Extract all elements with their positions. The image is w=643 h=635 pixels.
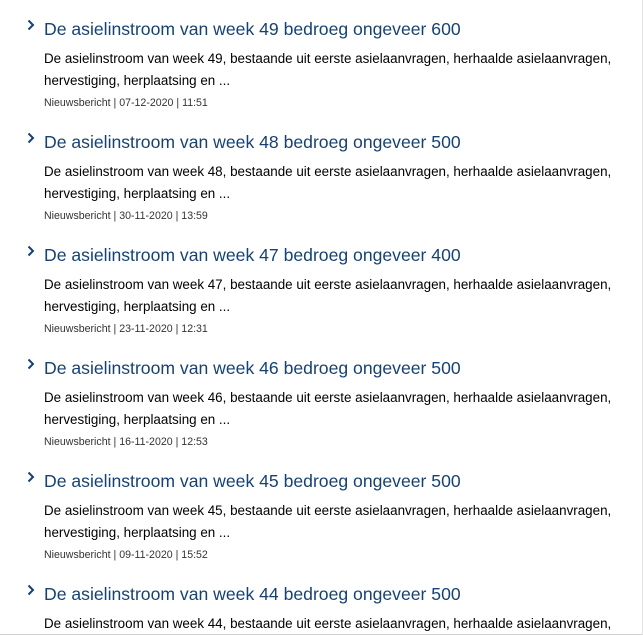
result-item xyxy=(0,118,640,231)
meta-separator: | xyxy=(175,323,179,335)
result-time: 12:53 xyxy=(181,436,208,448)
result-item xyxy=(0,231,640,344)
meta-separator: | xyxy=(113,549,117,561)
result-date: 23-11-2020 xyxy=(119,323,173,335)
result-type: Nieuwsbericht xyxy=(44,323,111,335)
chevron-right-icon xyxy=(26,132,36,144)
result-meta xyxy=(44,322,208,336)
result-item xyxy=(0,570,640,635)
meta-separator: | xyxy=(113,436,117,448)
result-summary: De asielinstroom van week 49, bestaande uit eerste asielaanvragen, herhaalde asielaanvragen, hervestiging, herplaatsing en ... xyxy=(44,51,612,88)
chevron-right-icon xyxy=(26,358,36,370)
result-date: 09-11-2020 xyxy=(119,549,173,561)
result-meta xyxy=(44,96,208,110)
result-title-link[interactable]: De asielinstroom van week 48 bedroeg ongeveer 500 xyxy=(44,132,461,152)
result-item xyxy=(0,457,640,570)
result-time: 11:51 xyxy=(182,97,208,109)
result-item xyxy=(0,344,640,457)
result-type: Nieuwsbericht xyxy=(44,436,111,448)
chevron-right-icon xyxy=(26,19,36,31)
result-title-link[interactable]: De asielinstroom van week 45 bedroeg ongeveer 500 xyxy=(44,471,461,491)
result-title-link[interactable]: De asielinstroom van week 46 bedroeg ongeveer 500 xyxy=(44,358,461,378)
result-summary: De asielinstroom van week 44, bestaande uit eerste asielaanvragen, herhaalde asielaanvragen, xyxy=(44,616,612,631)
meta-separator: | xyxy=(175,549,179,561)
result-type: Nieuwsbericht xyxy=(44,97,111,109)
result-type: Nieuwsbericht xyxy=(44,210,111,222)
result-meta xyxy=(44,209,208,223)
meta-separator: | xyxy=(113,97,117,109)
result-time: 13:59 xyxy=(181,210,208,222)
result-meta xyxy=(44,435,208,449)
meta-separator: | xyxy=(113,323,117,335)
chevron-right-icon xyxy=(26,245,36,257)
chevron-right-icon xyxy=(26,584,36,596)
result-summary: De asielinstroom van week 47, bestaande uit eerste asielaanvragen, herhaalde asielaanvragen, hervestiging, herplaatsing en ... xyxy=(44,277,612,314)
result-date: 07-12-2020 xyxy=(119,97,174,109)
meta-separator: | xyxy=(175,436,179,448)
meta-separator: | xyxy=(113,210,117,222)
result-summary: De asielinstroom van week 46, bestaande uit eerste asielaanvragen, herhaalde asielaanvragen, hervestiging, herplaatsing en ... xyxy=(44,390,612,427)
result-title-link[interactable]: De asielinstroom van week 44 bedroeg ongeveer 500 xyxy=(44,584,461,604)
result-title-link[interactable]: De asielinstroom van week 47 bedroeg ongeveer 400 xyxy=(44,245,461,265)
result-item xyxy=(0,5,640,118)
chevron-right-icon xyxy=(26,471,36,483)
meta-separator: | xyxy=(175,210,179,222)
result-time: 12:31 xyxy=(181,323,208,335)
result-meta xyxy=(44,548,208,562)
result-summary: De asielinstroom van week 48, bestaande uit eerste asielaanvragen, herhaalde asielaanvragen, hervestiging, herplaatsing en ... xyxy=(44,164,612,201)
result-date: 30-11-2020 xyxy=(119,210,173,222)
result-title-link[interactable]: De asielinstroom van week 49 bedroeg ongeveer 600 xyxy=(44,19,461,39)
meta-separator: | xyxy=(176,97,180,109)
result-time: 15:52 xyxy=(181,549,208,561)
result-type: Nieuwsbericht xyxy=(44,549,111,561)
result-summary: De asielinstroom van week 45, bestaande uit eerste asielaanvragen, herhaalde asielaanvragen, hervestiging, herplaatsing en ... xyxy=(44,503,612,540)
result-date: 16-11-2020 xyxy=(119,436,173,448)
